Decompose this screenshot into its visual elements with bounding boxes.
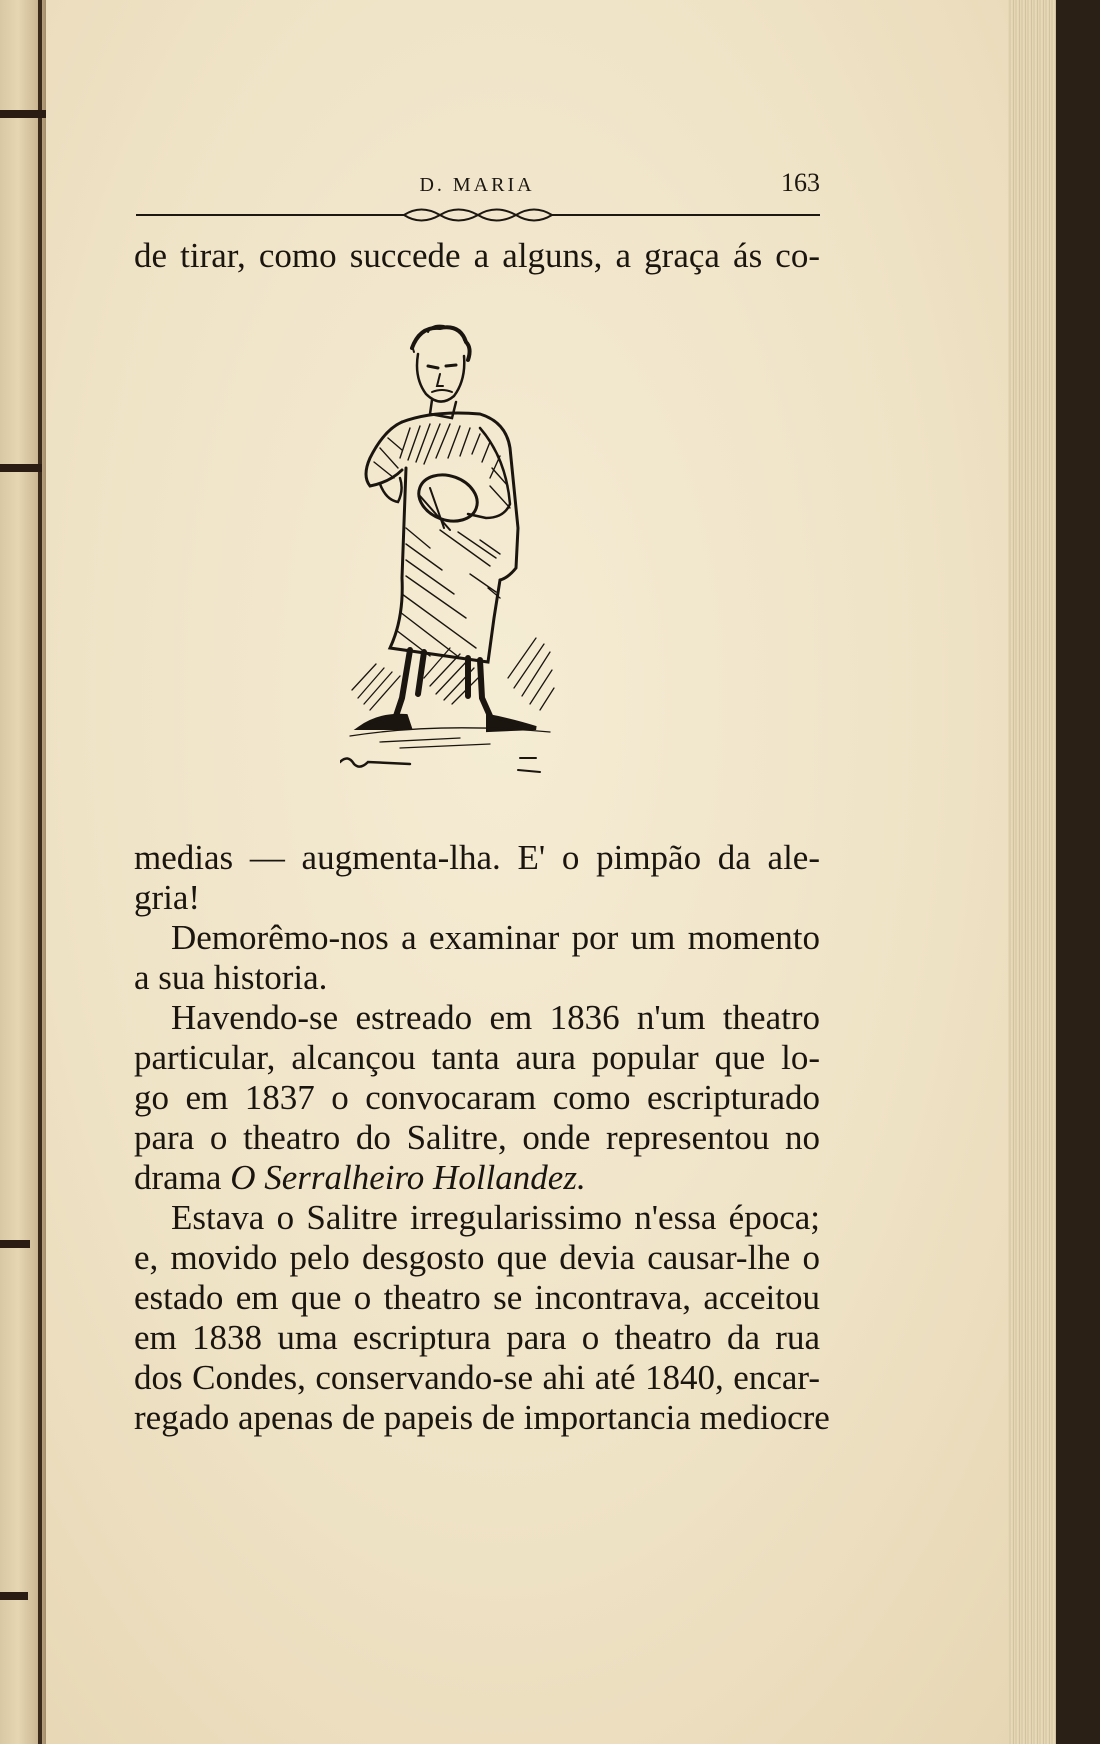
text-line: go em 1837 o convocaram como escripturado: [134, 1078, 820, 1117]
text-main: [134, 838, 830, 1438]
binding-edge: [38, 0, 42, 1744]
text-line: dos Condes, conservando-se ahi até 1840, encar-: [134, 1358, 820, 1397]
text-line: Demorêmo-nos a examinar por um momento: [171, 918, 820, 957]
text-line: para o theatro do Salitre, onde representou no: [134, 1118, 820, 1157]
running-head: [134, 160, 820, 200]
running-title: D. MARIA: [419, 174, 535, 196]
text-line: Havendo-se estreado em 1836 n'um theatro: [171, 998, 820, 1037]
text-line: e, movido pelo desgosto que devia causar-lhe o: [134, 1238, 820, 1277]
ornamental-rule: [136, 204, 820, 226]
text-line: particular, alcançou tanta aura popular que lo-: [134, 1038, 820, 1077]
text-line: Estava o Salitre irregularissimo n'essa época;: [171, 1198, 820, 1237]
text-line: gria!: [134, 878, 201, 917]
text-line: em 1838 uma escriptura para o theatro da rua: [134, 1318, 820, 1357]
page-edges: [1008, 0, 1056, 1744]
page-number: 163: [781, 168, 820, 197]
text-line: medias — augmenta-lha. E' o pimpão da ale-: [134, 838, 820, 877]
binding-tab: [0, 1240, 30, 1248]
binding-tab: [0, 110, 50, 118]
text-line: a sua historia.: [134, 958, 328, 997]
book-binding: [0, 0, 52, 1744]
text-top: [134, 236, 820, 276]
italic-title: O Serralheiro Hollandez.: [230, 1158, 586, 1197]
text-line: [134, 1158, 820, 1198]
text-line: regado apenas de papeis de importancia mediocre: [134, 1398, 830, 1437]
text-fragment: drama: [134, 1158, 231, 1197]
text-line: de tirar, como succede a alguns, a graça ás co-: [134, 236, 820, 275]
binding-tab: [0, 464, 42, 472]
engraving-illustration: [340, 318, 608, 812]
binding-tab: [0, 1592, 28, 1600]
text-line: estado em que o theatro se incontrava, acceitou: [134, 1278, 820, 1317]
